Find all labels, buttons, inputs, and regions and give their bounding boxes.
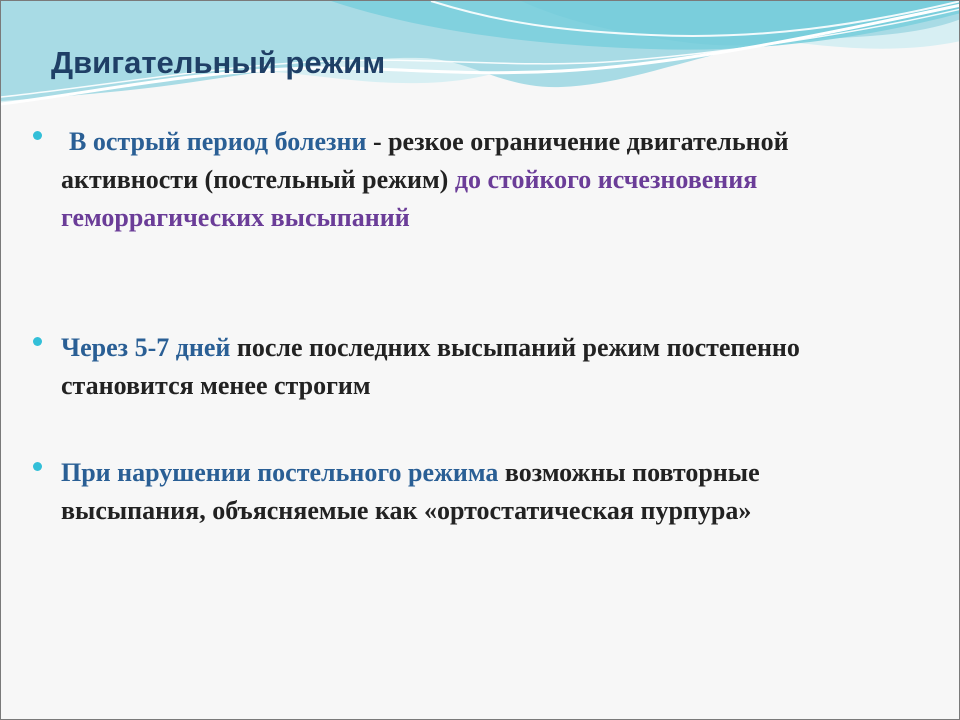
bullet-marker <box>33 462 42 471</box>
bullet-marker <box>33 337 42 346</box>
highlight-5-7-days: Через 5-7 дней <box>61 333 231 362</box>
bullet-text <box>61 329 893 405</box>
bullet-text <box>61 454 893 530</box>
bullet-text <box>61 123 893 237</box>
highlight-bed-rest-violation: При нарушении постельного режима <box>61 458 499 487</box>
slide-title: Двигательный режим <box>51 45 386 80</box>
bullet-item-bed-rest-violation <box>33 454 893 530</box>
highlight-until-rash-disappears: до стойкого исчезновения геморрагических высыпаний <box>61 165 758 232</box>
bullet-text-body: возможны повторные высыпания, объясняемые как «ортостатическая пурпура» <box>61 458 760 525</box>
bullet-item-acute-period <box>33 123 893 237</box>
bullet-text-body: - резкое ограничение двигательной активности (постельный режим) <box>61 127 789 194</box>
bullet-marker <box>33 131 42 140</box>
bullet-item-after-5-7-days <box>33 329 893 405</box>
highlight-acute-period: В острый период болезни <box>69 127 367 156</box>
bullet-text-body: после последних высыпаний режим постепенно становится менее строгим <box>61 333 800 400</box>
